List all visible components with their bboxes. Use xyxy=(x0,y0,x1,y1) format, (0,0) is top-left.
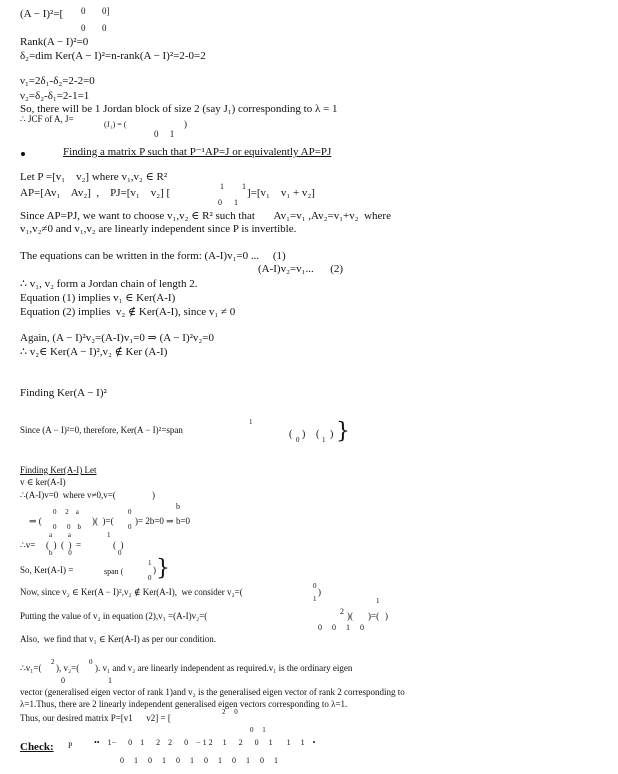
eq2-implies: Equation (2) implies v₂ ∉ Ker(A-I), since v₁ ≠ 0 xyxy=(20,306,236,318)
since-line: Since AP=PJ, we want to choose v₁,v₂ ∈ R² such that Av₁=v₁ ,Av₂=v₁+v₂ where xyxy=(20,210,391,222)
vec-entry: 0 xyxy=(128,523,132,531)
matrix-entry: 1 xyxy=(220,182,224,191)
nu1-line: ν₁=2δ₁-δ₂=2-2=0 xyxy=(20,75,95,87)
vec-entry: 0 xyxy=(128,508,132,516)
vec-entry: 2 xyxy=(51,658,55,666)
check-row-2: 0 1 0 1 0 1 0 1 0 1 0 1 xyxy=(120,756,278,765)
paren: ) xyxy=(385,611,388,621)
vec-parens: ( ) ( ) = xyxy=(46,540,82,550)
putting-line: Putting the value of v₂ in equation (2),v₁ =(A-I)v₂=( xyxy=(20,611,208,621)
nu2-line: ν₂=δ₂-δ₁=2-1=1 xyxy=(20,90,90,102)
condition-line: v₁,v₂≠0 and v₁,v₂ are linearly independent since P is invertible. xyxy=(20,223,297,235)
vec-entry: 0 xyxy=(313,582,317,590)
vec-entry: 1 xyxy=(107,531,111,539)
delta2-line: δ₂=dim Ker(A − I)²=n-rank(A − I)²=2-0=2 xyxy=(20,50,206,62)
vec-entry: b xyxy=(176,502,180,511)
vec-entry: 1 xyxy=(108,676,112,685)
equations-line-2: (A-I)v₂=v₁... (2) xyxy=(258,263,344,275)
vec-parens: ( ) xyxy=(113,540,124,550)
span-sup: 1 xyxy=(249,418,253,426)
jordan-chain-line: ∴ v₁, v₂ form a Jordan chain of length 2. xyxy=(20,278,198,290)
check-p: P xyxy=(68,741,73,750)
vec-entry: a a xyxy=(49,531,71,539)
matrix-mult: )( )=( xyxy=(92,516,114,526)
jcf-row2: 0 1 xyxy=(154,129,175,139)
ker-ai-span: So, Ker(A-I) = xyxy=(20,565,74,575)
span-label: span ( xyxy=(104,567,124,576)
implies-line: ⇒ ( xyxy=(29,516,42,526)
matrix-row: 0 0 b xyxy=(53,523,81,531)
again-line: Again, (A − I)²v₂=(A-I)v₁=0 ⇒ (A − I)²v₂=0 xyxy=(20,332,214,344)
lambda-line: λ=1.Thus, there are 2 linearly independent generalised eigen vectors corresponding to λ=1. xyxy=(20,699,348,709)
desired-p-line: Thus, our desired matrix P=[v1 v2] = [ xyxy=(20,713,171,723)
jordan-block-line: So, there will be 1 Jordan block of size 2 (say J₁) corresponding to λ = 1 xyxy=(20,103,338,115)
section-heading: Finding a matrix P such that P⁻¹AP=J or equivalently AP=PJ xyxy=(63,146,332,158)
independence-text: ). v₁ and v₂ are linearly independent as required.v₁ is the ordinary eigen xyxy=(95,663,353,673)
v1-v2-line: ∴v₁=( xyxy=(20,663,42,673)
matrix-entry: 0 xyxy=(81,23,86,33)
let-p-line: Let P =[v₁ v₂] where v₁,v₂ ∈ R² xyxy=(20,171,168,183)
vec-entry: 0 xyxy=(296,436,300,444)
check-heading: Check: xyxy=(20,741,54,753)
vec-entry: 0 xyxy=(148,574,152,582)
vec-paren: ( xyxy=(289,429,293,440)
matrix-row: 0 0 1 0 xyxy=(318,623,364,632)
vec-entry: 1 xyxy=(313,595,317,603)
vec-entry: 1 xyxy=(322,436,326,444)
vec-entry: 1 xyxy=(148,559,152,567)
also-line: Also, we find that v₁ ∈ Ker(A-I) as per our condition. xyxy=(20,634,217,644)
jcf-paren: ) xyxy=(184,119,187,129)
paren: ) xyxy=(152,490,155,500)
vec-entry: 0 xyxy=(61,676,65,685)
vec-entry: b 0 xyxy=(49,549,72,557)
equations-line-1: The equations can be written in the form: (A-I)v₁=0 ... (1) xyxy=(20,250,286,262)
eq-paren: )=( xyxy=(368,611,380,621)
eq1-implies: Equation (1) implies v₁ ∈ Ker(A-I) xyxy=(20,292,176,304)
span-line: Since (A − I)²=0, therefore, Ker(A − I)²=span xyxy=(20,425,183,435)
vec-entry: 0 xyxy=(89,658,93,666)
vec-entry: 2 xyxy=(340,607,344,616)
matrix-row: 0 1 xyxy=(250,726,266,734)
brace-icon: } xyxy=(156,556,170,581)
ap-pj-line: AP=[Av₁ Av₂] , PJ=[v₁ v₂] [ xyxy=(20,187,171,199)
finding-ker-ai: Finding Ker(A-I) Let xyxy=(20,465,97,475)
vec-paren: ( xyxy=(316,429,320,440)
brace-icon: } xyxy=(336,419,350,444)
matrix-entry: 0 xyxy=(102,23,107,33)
matrix-entry: 0] xyxy=(102,6,110,16)
paren: ) xyxy=(318,587,321,597)
paren: ) xyxy=(153,565,156,575)
vec-paren: ) xyxy=(302,429,306,440)
matrix-entry: 1 xyxy=(242,182,246,191)
check-row-1: •• 1− 0 1 2 2 0 − 1 2 1 2 0 1 1 1 • xyxy=(94,738,316,747)
v2-def: ), v₂=( xyxy=(56,663,80,673)
ai-v-zero: ∴(A-I)v=0 where v≠0,v=( xyxy=(20,490,116,500)
eq-matrix-square: (A − I)²=[ xyxy=(20,8,64,20)
v-in-ker: v ∈ ker(A-I) xyxy=(20,477,66,487)
vec-entry: 0 xyxy=(118,549,122,557)
vec-paren: ) xyxy=(330,429,334,440)
mult-paren: )( xyxy=(347,611,353,621)
vec-entry: 1 xyxy=(376,597,380,605)
v-equals: ∴v= xyxy=(20,540,36,550)
now-since-line: Now, since v₂ ∈ Ker(A − I)²,v₂ ∉ Ker(A-I), we consider v₂=( xyxy=(20,587,243,597)
finding-ker-heading: Finding Ker(A − I)² xyxy=(20,387,107,399)
bullet-icon xyxy=(21,152,25,156)
result-line: )= 2b=0 ⇒ b=0 xyxy=(135,516,191,526)
jcf-block: (J₁) = ( xyxy=(104,120,127,129)
rank-line: Rank(A − I)²=0 xyxy=(20,36,89,48)
therefore-line: ∴ v₂∈ Ker(A − I)²,v₂ ∉ Ker (A-I) xyxy=(20,346,168,358)
matrix-row: 0 1 xyxy=(218,198,238,207)
ap-pj-result: ]=[v₁ v₁ + v₂] xyxy=(247,187,315,199)
eigen-vector-line: vector (generalised eigen vector of rank 1)and v₂ is the generalised eigen vector of rank 2 corresponding to xyxy=(20,687,405,697)
matrix-row: 2 0 xyxy=(222,708,238,716)
matrix-entry: 0 xyxy=(81,6,86,16)
matrix-row: 0 2 a xyxy=(53,508,79,516)
jcf-line: ∴ JCF of A, J= xyxy=(20,114,74,124)
